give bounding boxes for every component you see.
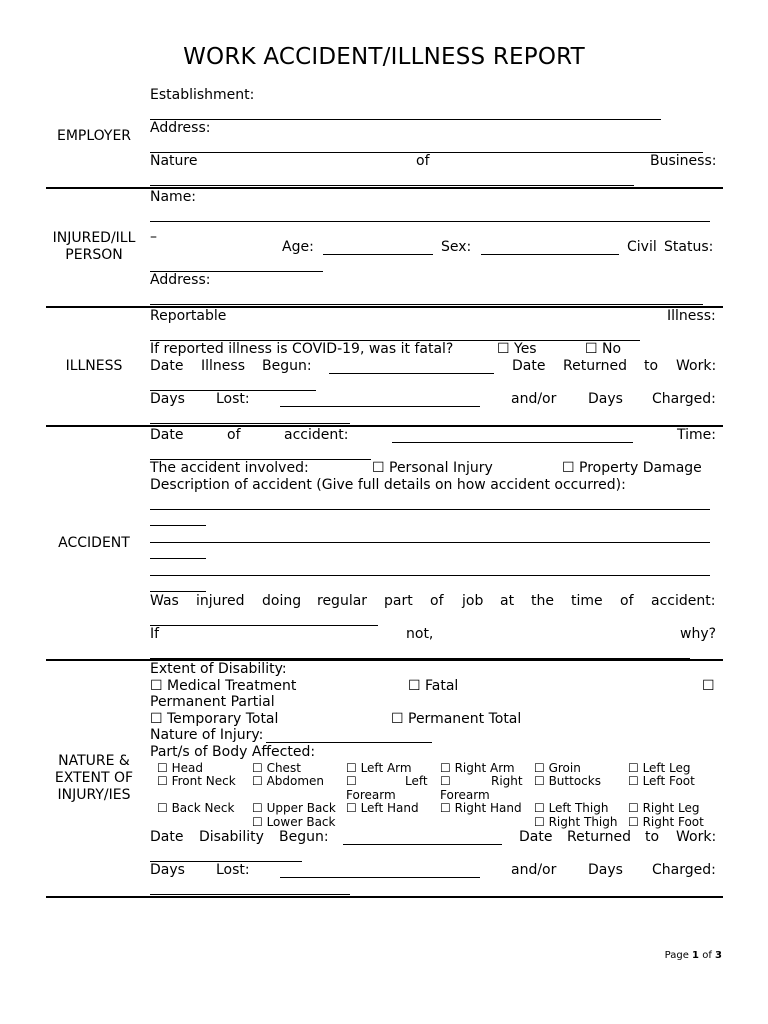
was-injured-word: part [384, 593, 413, 609]
left-hand-checkbox[interactable]: ☐ Left Hand [346, 801, 419, 815]
buttocks-checkbox[interactable]: ☐ Buttocks [534, 774, 601, 788]
right-forearm-right-word: Right [491, 774, 523, 788]
name-dash: – [150, 229, 157, 245]
was-injured-word: injured [196, 593, 245, 609]
section-divider [46, 306, 723, 308]
illness-return-work-label: Work: [676, 358, 717, 374]
employer-address-label: Address: [150, 120, 211, 136]
was-injured-word: the [531, 593, 554, 609]
abdomen-checkbox[interactable]: ☐ Abdomen [252, 774, 325, 788]
right-leg-checkbox[interactable]: ☐ Right Leg [628, 801, 700, 815]
illness-word: Illness [201, 358, 245, 374]
not-word: not, [406, 626, 434, 642]
illness-days-lost-label: Lost: [216, 391, 250, 407]
was-injured-word: doing [262, 593, 302, 609]
accident-involved-label: The accident involved: [150, 460, 309, 476]
description-line-3[interactable] [150, 575, 710, 576]
to-word: to [644, 358, 659, 374]
disability-begun-label: Begun: [279, 829, 329, 845]
section-divider [46, 425, 723, 427]
was-injured-word: Was [150, 593, 179, 609]
was-injured-word: of [430, 593, 444, 609]
disability-date-word-2: Date [519, 829, 553, 845]
was-injured-word: job [462, 593, 484, 609]
covid-yes-checkbox[interactable]: ☐ Yes [497, 341, 537, 357]
description-label: Description of accident (Give full details on how accident occurred): [150, 477, 626, 493]
disability-days-word-2: Days [588, 862, 623, 878]
lower-back-checkbox[interactable]: ☐ Lower Back [252, 815, 336, 829]
left-forearm-label: Forearm [346, 788, 396, 802]
nature-injury-label: Nature of Injury: [150, 727, 264, 743]
disability-days-lost-field[interactable] [280, 877, 480, 878]
illness-days-lost-field[interactable] [280, 406, 480, 407]
total-pages: 3 [715, 950, 722, 961]
of-word: of [416, 153, 430, 169]
section-divider [46, 187, 723, 189]
back-neck-checkbox[interactable]: ☐ Back Neck [157, 801, 235, 815]
disability-days-charged-label: Charged: [652, 862, 716, 878]
was-injured-word: regular [317, 593, 368, 609]
covid-question: If reported illness is COVID-19, was it fatal? [150, 341, 454, 357]
left-foot-checkbox[interactable]: ☐ Left Foot [628, 774, 695, 788]
nature-of-business-field[interactable] [150, 185, 634, 186]
disability-begun-field[interactable] [343, 844, 502, 845]
right-forearm-label: Forearm [440, 788, 490, 802]
reportable-word: Reportable [150, 308, 227, 324]
sex-field[interactable] [481, 254, 619, 255]
date-word: Date [150, 358, 184, 374]
section-employer-label: EMPLOYER [56, 128, 132, 144]
covid-no-checkbox[interactable]: ☐ No [585, 341, 622, 357]
person-address-label: Address: [150, 272, 211, 288]
illness-days-charged-label: Charged: [652, 391, 716, 407]
medical-treatment-checkbox[interactable]: ☐ Medical Treatment [150, 678, 297, 694]
disability-days-charged-field[interactable] [150, 894, 350, 895]
civil-status-label: Status: [664, 239, 714, 255]
illness-days-charged-field[interactable] [150, 423, 350, 424]
business-label: Business: [650, 153, 717, 169]
right-foot-checkbox[interactable]: ☐ Right Foot [628, 815, 704, 829]
accident-date-word: Date [150, 427, 184, 443]
regular-job-label: accident: [651, 593, 716, 609]
age-field[interactable] [323, 254, 433, 255]
description-line-1-cont [150, 525, 206, 526]
was-injured-word: of [620, 593, 634, 609]
disability-days-word: Days [150, 862, 185, 878]
returned-word: Returned [563, 358, 627, 374]
chest-checkbox[interactable]: ☐ Chest [252, 761, 301, 775]
days-word-2: Days [588, 391, 623, 407]
left-arm-checkbox[interactable]: ☐ Left Arm [346, 761, 412, 775]
was-injured-word: time [571, 593, 603, 609]
head-checkbox[interactable]: ☐ Head [157, 761, 203, 775]
description-line-2[interactable] [150, 542, 710, 543]
section-accident-label: ACCIDENT [58, 535, 130, 551]
why-label: why? [680, 626, 717, 642]
disability-word: Disability [199, 829, 264, 845]
illness-begun-label: Begun: [262, 358, 312, 374]
section-illness-label: ILLNESS [65, 358, 123, 374]
page-word: Page [664, 950, 689, 961]
current-page: 1 [692, 950, 700, 961]
nature-injury-field[interactable] [266, 742, 432, 743]
section-divider [46, 896, 723, 898]
person-address-field[interactable] [150, 304, 703, 305]
nature-word: Nature [150, 153, 198, 169]
left-leg-checkbox[interactable]: ☐ Left Leg [628, 761, 691, 775]
left-forearm-left-word: Left [405, 774, 428, 788]
establishment-label: Establishment: [150, 87, 255, 103]
left-forearm-checkbox[interactable]: ☐ [346, 774, 357, 788]
permanent-total-checkbox[interactable]: ☐ Permanent Total [391, 711, 522, 727]
reportable-illness-label: Illness: [667, 308, 716, 324]
form-title: WORK ACCIDENT/ILLNESS REPORT [183, 44, 585, 70]
age-label: Age: [282, 239, 314, 255]
left-thigh-checkbox[interactable]: ☐ Left Thigh [534, 801, 609, 815]
section-nature-label: NATURE & EXTENT OF INJURY/IES [54, 753, 134, 803]
description-line-1[interactable] [150, 509, 710, 510]
establishment-field[interactable] [150, 119, 661, 120]
disability-to-word: to [645, 829, 660, 845]
right-forearm-checkbox[interactable]: ☐ [440, 774, 451, 788]
if-word: If [150, 626, 160, 642]
disability-date-word: Date [150, 829, 184, 845]
accident-of-word: of [227, 427, 241, 443]
regular-job-field[interactable] [150, 625, 378, 626]
days-word: Days [150, 391, 185, 407]
extent-disability-label: Extent of Disability: [150, 661, 287, 677]
temporary-total-checkbox[interactable]: ☐ Temporary Total [150, 711, 279, 727]
parts-affected-label: Part/s of Body Affected: [150, 744, 316, 760]
illness-begun-field[interactable] [329, 373, 494, 374]
description-line-2-cont [150, 558, 206, 559]
accident-date-field[interactable] [392, 442, 633, 443]
disability-return-work-label: Work: [676, 829, 717, 845]
fatal-checkbox[interactable]: ☐ Fatal [408, 678, 459, 694]
permanent-partial-checkbox[interactable]: ☐ [702, 678, 715, 694]
of-word: of [702, 950, 712, 961]
section-injured-label: INJURED/ILL PERSON [52, 230, 136, 263]
disability-returned-word: Returned [567, 829, 631, 845]
civil-word: Civil [627, 239, 657, 255]
groin-checkbox[interactable]: ☐ Groin [534, 761, 581, 775]
andor-word: and/or [511, 391, 557, 407]
permanent-partial-label: Permanent Partial [150, 694, 275, 710]
accident-time-label: Time: [677, 427, 716, 443]
upper-back-checkbox[interactable]: ☐ Upper Back [252, 801, 336, 815]
accident-date-label: accident: [284, 427, 349, 443]
date-word-2: Date [512, 358, 546, 374]
disability-andor-word: and/or [511, 862, 557, 878]
right-thigh-checkbox[interactable]: ☐ Right Thigh [534, 815, 618, 829]
description-line-3-cont [150, 591, 206, 592]
front-neck-checkbox[interactable]: ☐ Front Neck [157, 774, 236, 788]
disability-days-lost-label: Lost: [216, 862, 250, 878]
personal-injury-checkbox[interactable]: ☐ Personal Injury [372, 460, 493, 476]
right-hand-checkbox[interactable]: ☐ Right Hand [440, 801, 522, 815]
name-field[interactable] [150, 221, 710, 222]
property-damage-checkbox[interactable]: ☐ Property Damage [562, 460, 702, 476]
page-number [665, 950, 722, 961]
was-injured-word: at [500, 593, 515, 609]
right-arm-checkbox[interactable]: ☐ Right Arm [440, 761, 515, 775]
name-label: Name: [150, 189, 197, 205]
section-divider [46, 659, 723, 661]
sex-label: Sex: [441, 239, 472, 255]
